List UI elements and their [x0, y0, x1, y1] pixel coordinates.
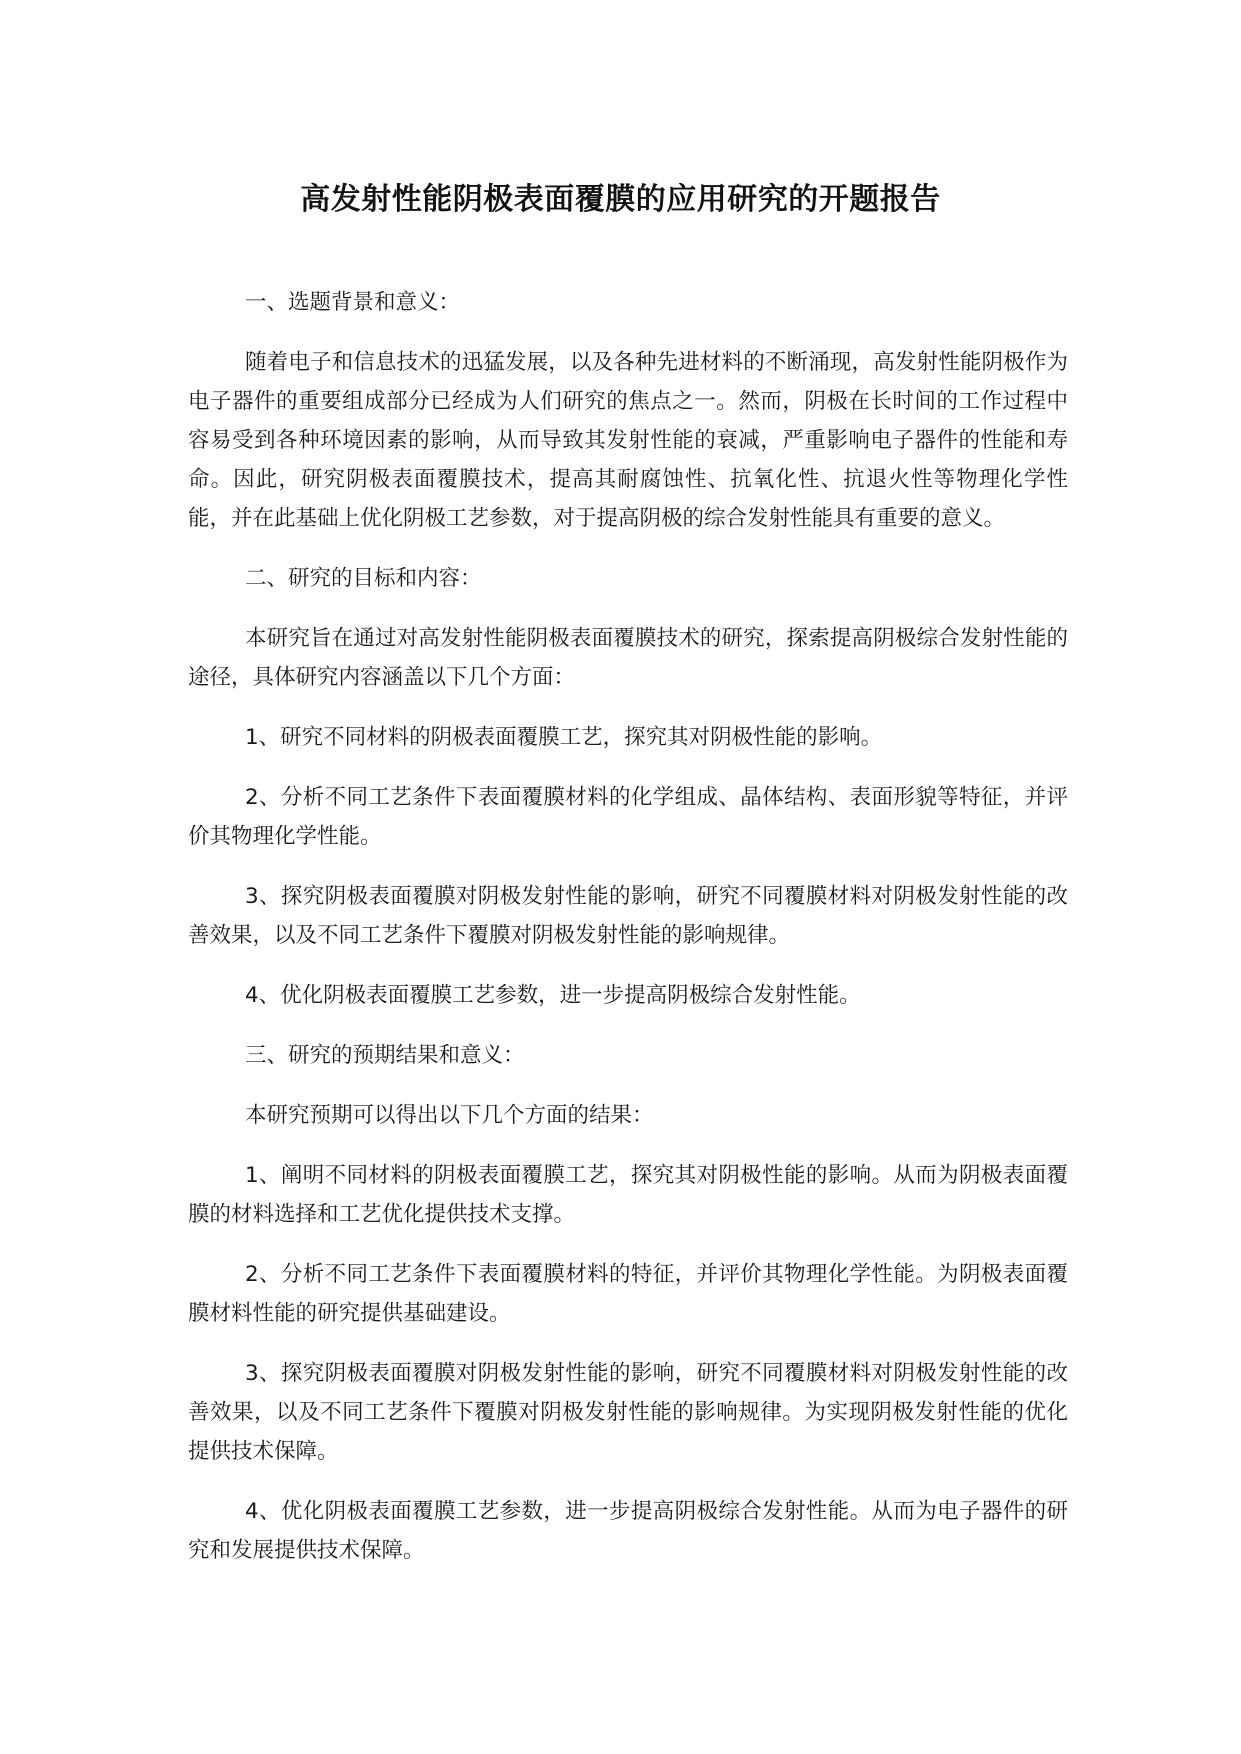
list-item-goal-2: 2、分析不同工艺条件下表面覆膜材料的化学组成、晶体结构、表面形貌等特征，并评价其物理化学性能。: [188, 785, 1068, 849]
section-heading-goals: 二、研究的目标和内容：: [245, 566, 482, 591]
list-item-result-4: 4、优化阴极表面覆膜工艺参数，进一步提高阴极综合发射性能。从而为电子器件的研究和发展提供技术保障。: [188, 1499, 1068, 1563]
list-item-result-2: 2、分析不同工艺条件下表面覆膜材料的特征，并评价其物理化学性能。为阴极表面覆膜材料性能的研究提供基础建设。: [188, 1262, 1068, 1326]
list-item-goal-4: 4、优化阴极表面覆膜工艺参数，进一步提高阴极综合发射性能。: [245, 983, 861, 1008]
document-title: 高发射性能阴极表面覆膜的应用研究的开题报告: [300, 182, 941, 217]
section-heading-results: 三、研究的预期结果和意义：: [245, 1043, 525, 1068]
paragraph-background: 随着电子和信息技术的迅猛发展，以及各种先进材料的不断涌现，高发射性能阴极作为电子器件的重要组成部分已经成为人们研究的焦点之一。然而，阴极在长时间的工作过程中容易受到各种环境因素的影响，从而导致其发射性能的衰减，严重影响电子器件的性能和寿命。因此，研究阴极表面覆膜技术，提高其耐腐蚀性、抗氧化性、抗退火性等物理化学性能，并在此基础上优化阴极工艺参数，对于提高阴极的综合发射性能具有重要的意义。: [188, 350, 1068, 531]
paragraph-results-intro: 本研究预期可以得出以下几个方面的结果：: [245, 1103, 654, 1128]
section-heading-background: 一、选题背景和意义：: [245, 290, 461, 315]
list-item-result-1: 1、阐明不同材料的阴极表面覆膜工艺，探究其对阴极性能的影响。从而为阴极表面覆膜的材料选择和工艺优化提供技术支撑。: [188, 1163, 1068, 1227]
list-item-goal-3: 3、探究阴极表面覆膜对阴极发射性能的影响，研究不同覆膜材料对阴极发射性能的改善效果，以及不同工艺条件下覆膜对阴极发射性能的影响规律。: [188, 884, 1068, 948]
list-item-goal-1: 1、研究不同材料的阴极表面覆膜工艺，探究其对阴极性能的影响。: [245, 725, 883, 750]
paragraph-goals-intro: 本研究旨在通过对高发射性能阴极表面覆膜技术的研究，探索提高阴极综合发射性能的途径，具体研究内容涵盖以下几个方面：: [188, 626, 1068, 690]
document-body: [188, 283, 1068, 1591]
list-item-result-3: 3、探究阴极表面覆膜对阴极发射性能的影响，研究不同覆膜材料对阴极发射性能的改善效果，以及不同工艺条件下覆膜对阴极发射性能的影响规律。为实现阴极发射性能的优化提供技术保障。: [188, 1361, 1068, 1464]
